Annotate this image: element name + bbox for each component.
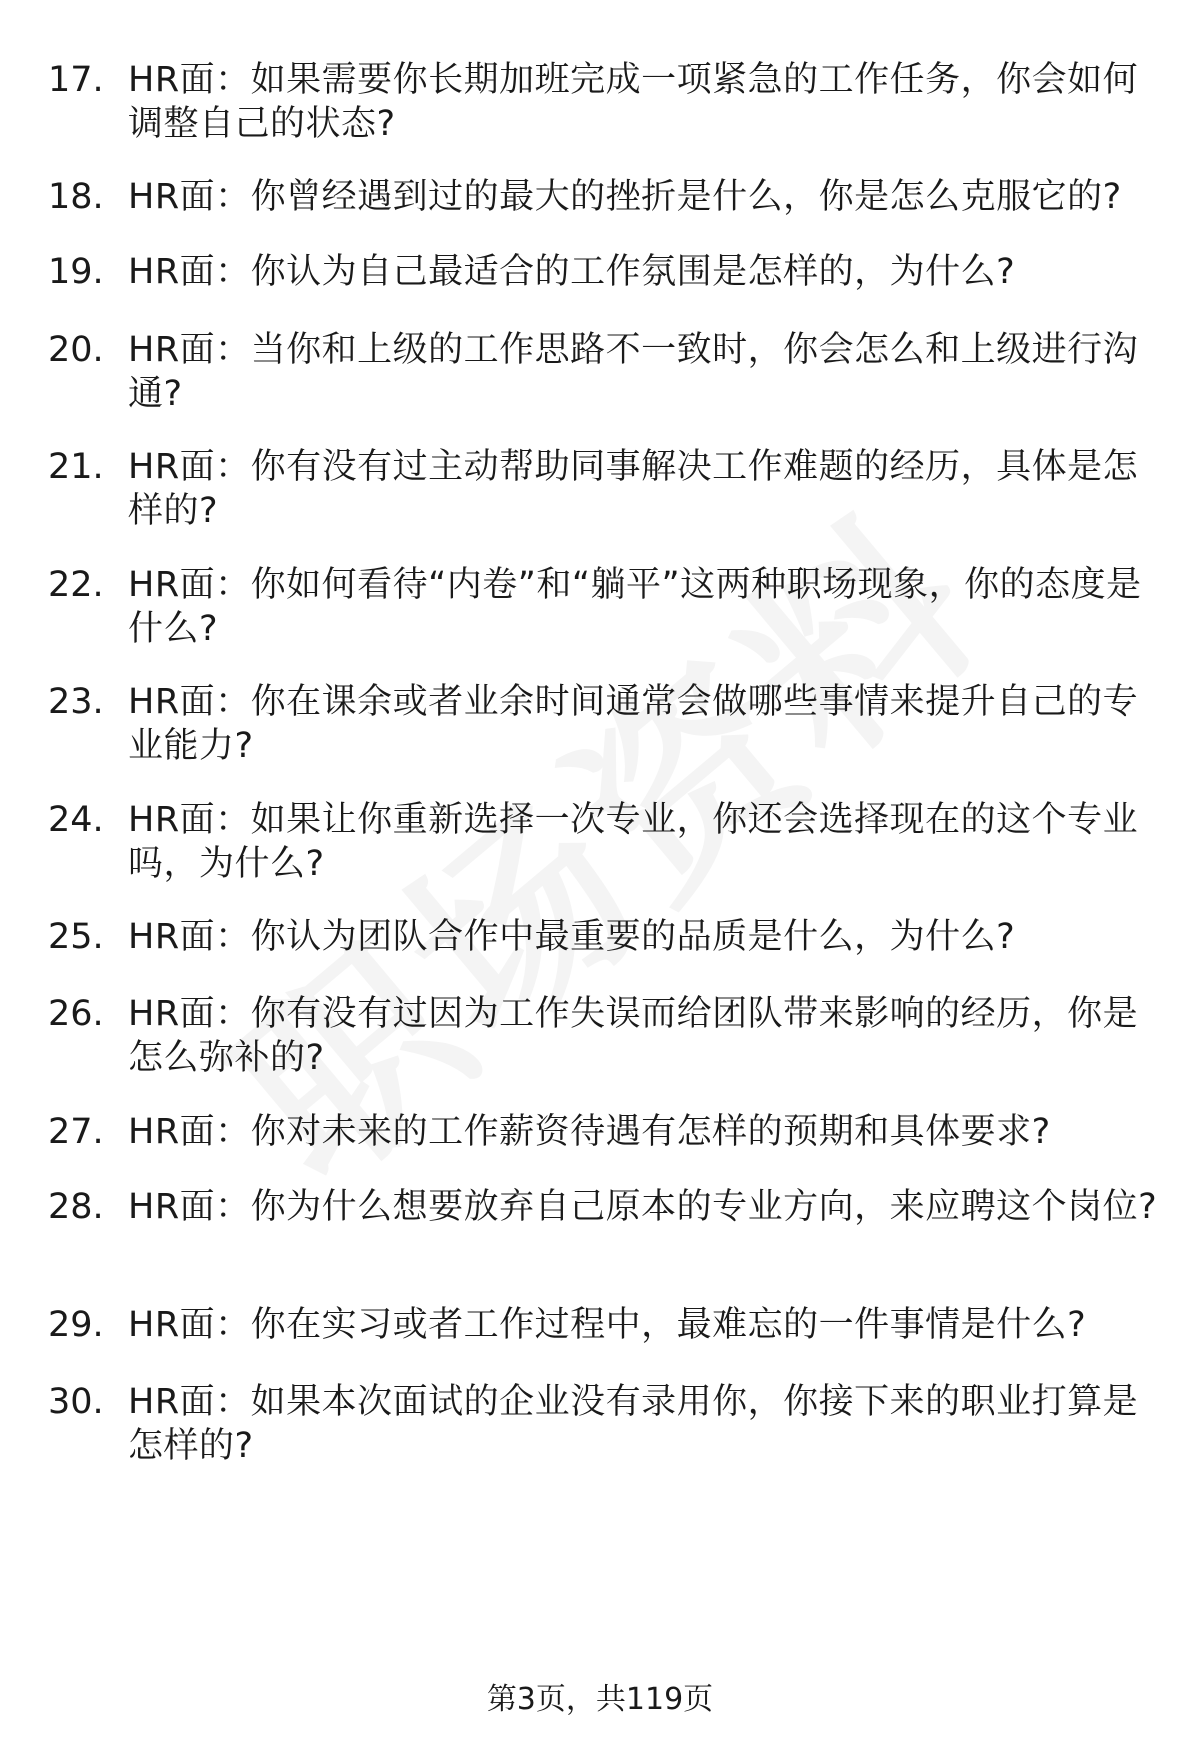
question-number: 23. (48, 682, 104, 722)
question-number: 22. (48, 565, 104, 605)
question-number: 20. (48, 330, 104, 370)
question-number: 17. (48, 60, 104, 100)
question-text: HR面：你在实习或者工作过程中，最难忘的一件事情是什么? (128, 1305, 1087, 1345)
question-text: HR面：如果本次面试的企业没有录用你，你接下来的职业打算是怎样的? (128, 1382, 1139, 1466)
question-number: 19. (48, 252, 104, 292)
question-text: HR面：你为什么想要放弃自己原本的专业方向，来应聘这个岗位? (128, 1187, 1158, 1227)
question-number: 29. (48, 1305, 104, 1345)
question-number: 30. (48, 1382, 104, 1422)
question-text: HR面：如果需要你长期加班完成一项紧急的工作任务，你会如何调整自己的状态? (128, 60, 1139, 144)
question-text: HR面：你对未来的工作薪资待遇有怎样的预期和具体要求? (128, 1112, 1051, 1152)
question-number: 25. (48, 917, 104, 957)
question-text: HR面：你在课余或者业余时间通常会做哪些事情来提升自己的专业能力? (128, 682, 1139, 766)
question-number: 28. (48, 1187, 104, 1227)
question-text: HR面：你有没有过主动帮助同事解决工作难题的经历，具体是怎样的? (128, 447, 1139, 531)
question-number: 26. (48, 994, 104, 1034)
question-text: HR面：如果让你重新选择一次专业，你还会选择现在的这个专业吗，为什么? (128, 800, 1139, 884)
question-number: 21. (48, 447, 104, 487)
question-number: 18. (48, 177, 104, 217)
question-text: HR面：你如何看待“内卷”和“躺平”这两种职场现象，你的态度是什么? (128, 565, 1142, 649)
page-number-label: 第3页，共119页 (486, 1682, 714, 1717)
question-number: 24. (48, 800, 104, 840)
question-text: HR面：你认为自己最适合的工作氛围是怎样的，为什么? (128, 252, 1016, 292)
question-text: HR面：你曾经遇到过的最大的挫折是什么，你是怎么克服它的? (128, 177, 1122, 217)
question-number: 27. (48, 1112, 104, 1152)
question-text: HR面：你认为团队合作中最重要的品质是什么，为什么? (128, 917, 1016, 957)
question-text: HR面：你有没有过因为工作失误而给团队带来影响的经历，你是怎么弥补的? (128, 994, 1139, 1078)
question-text: HR面：当你和上级的工作思路不一致时，你会怎么和上级进行沟通? (128, 330, 1139, 414)
page-footer (0, 1680, 1200, 1720)
